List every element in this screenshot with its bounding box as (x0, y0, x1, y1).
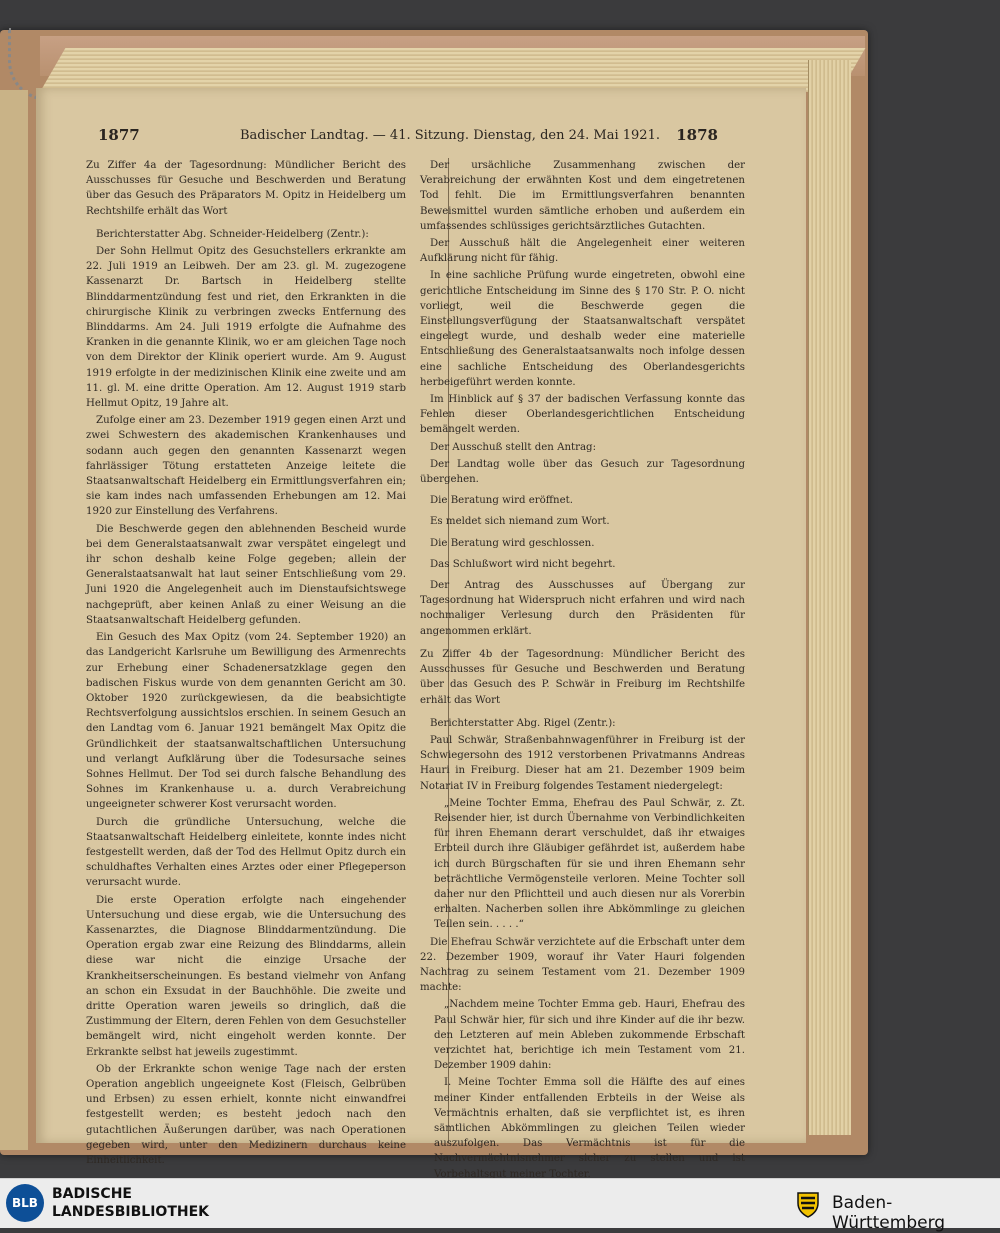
page-number-left: 1877 (98, 126, 140, 144)
rapporteur-line: Berichterstatter Abg. Schneider-Heidelberg (Zentr.): (96, 228, 369, 240)
motion-text: Der Landtag wolle über das Gesuch zur Tagesordnung übergehen. (420, 458, 745, 486)
paragraph: Paul Schwär, Straßenbahnwagenführer in Freiburg ist der Schwiegersohn des 1912 verstorbenen Privatmanns Andreas Hauri in Freiburg. Dieser hat am 21. Dezember 1909 beim Notariat IV in Freiburg folgendes Testament niedergelegt: (420, 734, 745, 792)
library-name-line1: BADISCHE (52, 1186, 132, 1202)
testament-quote: „Meine Tochter Emma, Ehefrau des Paul Schwär, z. Zt. Reisender hier, ist durch Übernahme von Verbindlichkeiten für ihren Ehemann derart verschuldet, daß ihr etwaiges Erbteil durch ihre Gläubiger gefährdet ist, außerdem habe ich durch Bürgschaften für sie und ihren Ehemann sehr beträchtliche Vermögensteile verloren. Meine Tochter soll daher nur den Pflichtteil und auch diesen nur als Vorerbin erhalten. Nacherben sollen ihre Abkömmlinge zu gleichen Teilen sein. . . . .“ (434, 797, 745, 931)
procedure-line: Es meldet sich niemand zum Wort. (430, 516, 610, 528)
viewer-footer (0, 1178, 1000, 1233)
procedure-line: Die Beratung wird eröffnet. (430, 495, 573, 507)
running-header (98, 126, 718, 148)
agenda-item-4b: Zu Ziffer 4b der Tagesordnung: Mündlicher Bericht des Ausschusses für Gesuche und Beschwerden und Beratung über das Gesuch des P. Schwär in Freiburg im Rechtshilfe erhält das Wort (420, 648, 745, 706)
procedure-line: Das Schlußwort wird nicht begehrt. (430, 558, 616, 570)
motion-intro: Der Ausschuß stellt den Antrag: (430, 441, 597, 453)
page-stack-fore-edge (808, 60, 851, 1135)
coat-of-arms-icon (793, 1189, 823, 1219)
testament-addendum-quote: „Nachdem meine Tochter Emma geb. Hauri, Ehefrau des Paul Schwär hier, für sich und ihre Kinder auf die ihr bezw. den Letzteren auf mein Ableben zukommende Erbschaft verzichtet hat, berichtige ich mein Testament vom 21. Dezember 1909 dahin: (434, 999, 745, 1072)
blb-logo[interactable]: BLB (6, 1184, 44, 1222)
running-head-title: Badischer Landtag. — 41. Sitzung. Dienstag, den 24. Mai 1921. (240, 128, 660, 143)
paragraph: Die Ehefrau Schwär verzichtete auf die Erbschaft unter dem 22. Dezember 1909, worauf ihr Vater Hauri folgenden Nachtrag zu seinem Testament vom 21. Dezember 1909 machte: (420, 936, 745, 994)
library-name-line2: LANDESBIBLIOTHEK (52, 1204, 210, 1220)
paragraph: Durch die gründliche Untersuchung, welche die Staatsanwaltschaft Heidelberg einleitete, konnte indes nicht festgestellt werden, daß der Tod des Hellmut Opitz durch ein schuldhaftes Verhalten eines Arztes oder einer Pflegeperson verursacht wurde. (86, 816, 406, 889)
paragraph: Ein Gesuch des Max Opitz (vom 24. September 1920) an das Landgericht Karlsruhe um Bewilligung des Armenrechts zur Erhebung einer Schadenersatzklage gegen den badischen Fiskus wurde von dem genannten Gericht am 30. Oktober 1920 zurückgewiesen, da die beabsichtigte Rechtsverfolgung aussichtslos erschien. In seinem Gesuch an den Landtag vom 6. Januar 1921 bemängelt Max Opitz die Gründlichkeit der staatsanwaltschaftlichen Untersuchung und verlangt Aufklärung über die Todesursache seines Sohnes Hellmut. Der Tod sei durch falsche Behandlung des Sohnes im Krankenhause u. a. durch Verabreichung ungeeigneter schwerer Kost verursacht worden. (86, 632, 406, 811)
paragraph: Der ursächliche Zusammenhang zwischen der Verabreichung der erwähnten Kost und dem eingetretenen Tod fehlt. Die im Ermittlungsverfahren benannten Beweismittel wurden sämtliche erhoben und außerdem ein umfassendes schlüssiges gerichtsärztliches Gutachten. (420, 160, 745, 232)
motion-result: Der Antrag des Ausschusses auf Übergang zur Tagesordnung hat Widerspruch nicht erfahren und wird nach nochmaliger Verlesung durch den Präsidenten für angenommen erklärt. (420, 580, 745, 637)
paragraph: Der Ausschuß hält die Angelegenheit einer weiteren Aufklärung nicht für fähig. (420, 238, 745, 265)
paragraph: Die erste Operation erfolgte nach eingehender Untersuchung und diese ergab, wie die Untersuchung des Kassenarztes, die Diagnose Blinddarmentzündung. Die Operation ergab zwar eine Reizung des Blinddarms, allein diese war nicht die einzige Ursache der Krankheitserscheinungen. Es bestand vielmehr von Anfang an schon ein Exsudat in der Bauchhöhle. Die zweite und dritte Operation waren jeweils so dringlich, daß die Zustimmung der Eltern, deren Fehlen von dem Gesuchsteller bemängelt wird, nicht eingeholt werden konnte. Der Erkrankte selbst hat jeweils zugestimmt. (86, 894, 406, 1058)
paragraph: Die Beschwerde gegen den ablehnenden Bescheid wurde bei dem Generalstaatsanwalt zwar verspätet eingelegt und ihr schon deshalb keine Folge gegeben; allein der Generalstaatsanwalt hat laut seiner Entschließung vom 29. Juni 1920 die Angelegenheit auch im Dienstaufsichtswege nachgeprüft, aber keinen Anlaß zu einer Weisung an die Staatsanwaltschaft Heidelberg gefunden. (86, 523, 406, 626)
rapporteur-line: Berichterstatter Abg. Rigel (Zentr.): (430, 717, 616, 729)
book-page (36, 88, 806, 1178)
page-number-right: 1878 (676, 126, 718, 144)
left-column (86, 158, 406, 1170)
procedure-line: Die Beratung wird geschlossen. (430, 537, 595, 549)
paragraph: Der Sohn Hellmut Opitz des Gesuchstellers erkrankte am 22. Juli 1919 an Leibweh. Der am 23. gl. M. zugezogene Kassenarzt Dr. Bartsch in Heidelberg stellte Blinddarmentzündung fest und riet, den Erkrankten in die chirurgische Klinik zu verbringen zwecks Entfernung des Blinddarms. Am 24. Juli 1919 erfolgte die Aufnahme des Kranken in die genannte Klinik, wo er am gleichen Tage noch von dem Direktor der Klinik operiert wurde. Am 9. August 1919 erfolgte in der medizinischen Klinik eine zweite und am 11. gl. M. eine dritte Operation. Am 12. August 1919 starb Hellmut Opitz, 19 Jahre alt. (86, 246, 406, 410)
testament-clause: I. Meine Tochter Emma soll die Hälfte des auf eines meiner Kinder entfallenden Erbteils in der Weise als Vermächtnis erhalten, daß sie verpflichtet ist, es ihren sämtlichen Abkömmlingen zu gleichen Teilen wieder auszufolgen. Das Vermächtnis ist für die Nachvermächtnisnehmer sicher zu stellen und ist Vorbehaltsgut meiner Tochter. (434, 1077, 745, 1178)
paragraph: Im Hinblick auf § 37 der badischen Verfassung konnte das Fehlen dieser Oberlandesgerichtlichen Entscheidung bemängelt werden. (420, 394, 745, 436)
paragraph: Zufolge einer am 23. Dezember 1919 gegen einen Arzt und zwei Schwestern des akademischen Krankenhauses und sodann auch gegen den genannten Kassenarzt wegen fahrlässiger Tötung erstatteten Anzeige leitete die Staatsanwaltschaft Heidelberg ein Ermittlungsverfahren ein; sie kam indes nach umfassenden Erhebungen am 12. Mai 1920 zur Einstellung des Verfahrens. (86, 415, 406, 518)
partner-name[interactable]: Baden-Württemberg (832, 1193, 946, 1233)
library-name[interactable] (52, 1185, 209, 1221)
page-stack-top-edge (40, 48, 865, 92)
right-column (420, 158, 745, 1178)
agenda-item-4a: Zu Ziffer 4a der Tagesordnung: Mündlicher Bericht des Ausschusses für Gesuche und Beschwerden und Beratung über das Gesuch des Präparators M. Opitz in Heidelberg um Rechtshilfe erhält das Wort (86, 160, 406, 217)
paragraph: Ob der Erkrankte schon wenige Tage nach der ersten Operation angeblich ungeeignete Kost (Fleisch, Gelbrüben und Erbsen) zu essen erhielt, konnte nicht einwandfrei festgestellt werden; es besteht jedoch nach den gutachtlichen Äußerungen darüber, was nach Operationen gegeben wird, unter den Medizinern durchaus keine Einheitlichkeit. (86, 1063, 406, 1166)
facing-page-edge (0, 90, 28, 1150)
paragraph: In eine sachliche Prüfung wurde eingetreten, obwohl eine gerichtliche Entscheidung im Sinne des § 170 Str. P. O. nicht vorliegt, weil die Beschwerde gegen die Einstellungsverfügung der Staatsanwaltschaft verspätet eingelegt wurde, und deshalb weder eine materielle Entschließung des Generalstaatsanwalts noch infolge dessen eine sachliche Entscheidung des Oberlandesgerichts herbeigeführt werden konnte. (420, 270, 745, 388)
